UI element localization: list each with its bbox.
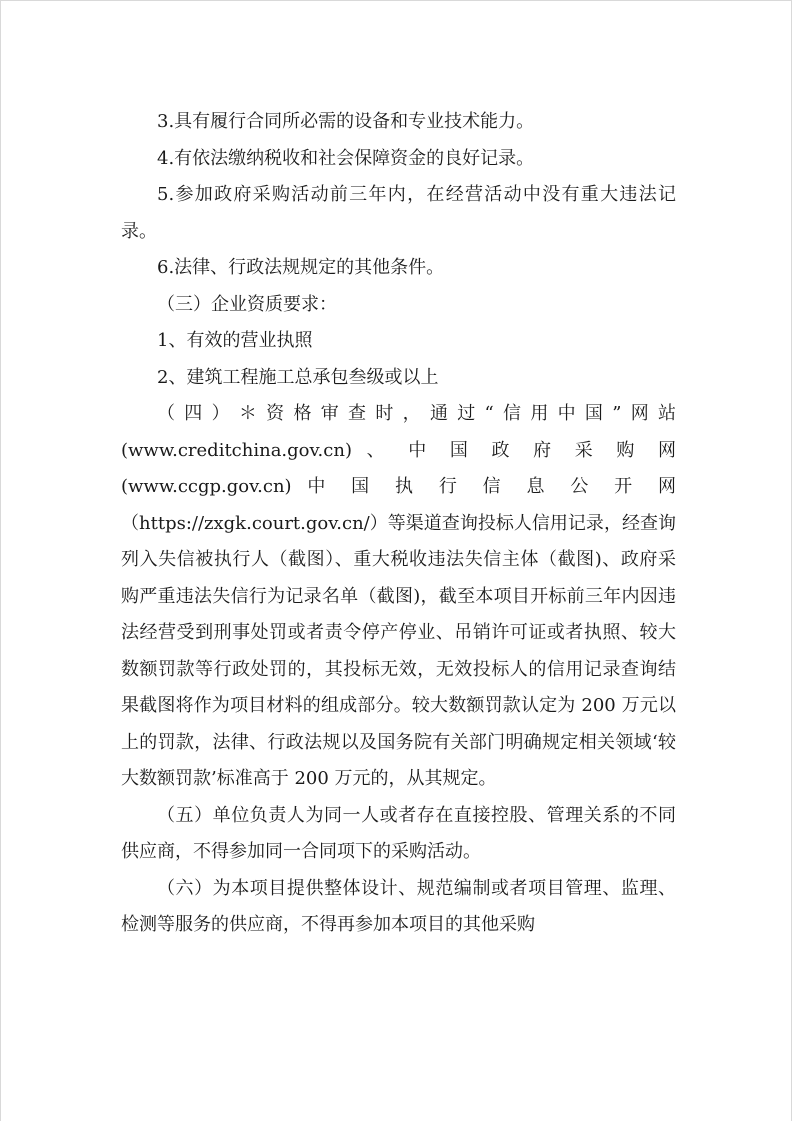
paragraph-requirement-6: 6.法律、行政法规规定的其他条件。 (157, 257, 445, 278)
section-heading-qualification: （三）企业资质要求： (157, 293, 337, 315)
paragraph-requirement-5: 5.参加政府采购活动前三年内，在经营活动中没有重大违法记录。 (121, 184, 676, 242)
paragraph-section-6: （六）为本项目提供整体设计、规范编制或者项目管理、监理、检测等服务的供应商，不得再参加本项目的其他采购 (121, 877, 676, 935)
qualification-item-1: 1、有效的营业执照 (157, 330, 313, 351)
paragraph-section-4-body: （https://zxgk.court.gov.cn/）等渠道查询投标人信用记录，经查询列入失信被执行人（截图）、重大税收违法失信主体（截图)、政府采购严重违法失信行为记录名单（截图)，截至本项目开标前三年内因违法经营受到刑事处罚或者责令停产停业、吊销许可证或者执照、较大数额罚款等行政处罚的，其投标无效，无效投标人的信用记录查询结果截图将作为项目材料的组成部分。较大数额罚款认定为 200 万元以上的罚款，法律、行政法规以及国务院有关部门明确规定相关领域‘较大数额罚款’标准高于 200 万元的，从其规定。 (121, 512, 676, 789)
paragraph-requirement-4: 4.有依法缴纳税收和社会保障资金的良好记录。 (157, 147, 535, 169)
paragraph-section-4-line-2: (www.creditchina.gov.cn) 、 中 国 政 府 采 购 网 (121, 439, 676, 461)
paragraph-section-4-line-1: （四）＊资格审查时，通过“信用中国”网站 (157, 403, 676, 424)
qualification-item-2: 2、建筑工程施工总承包叁级或以上 (157, 366, 439, 388)
paragraph-section-4-line-3: (www.ccgp.gov.cn) 中 国 执 行 信 息 公 开 网 (121, 476, 676, 497)
document-body (121, 104, 676, 944)
paragraph-section-5: （五）单位负责人为同一人或者存在直接控股、管理关系的不同供应商，不得参加同一合同项下的采购活动。 (121, 804, 676, 862)
paragraph-requirement-3: 3.具有履行合同所必需的设备和专业技术能力。 (157, 111, 535, 132)
